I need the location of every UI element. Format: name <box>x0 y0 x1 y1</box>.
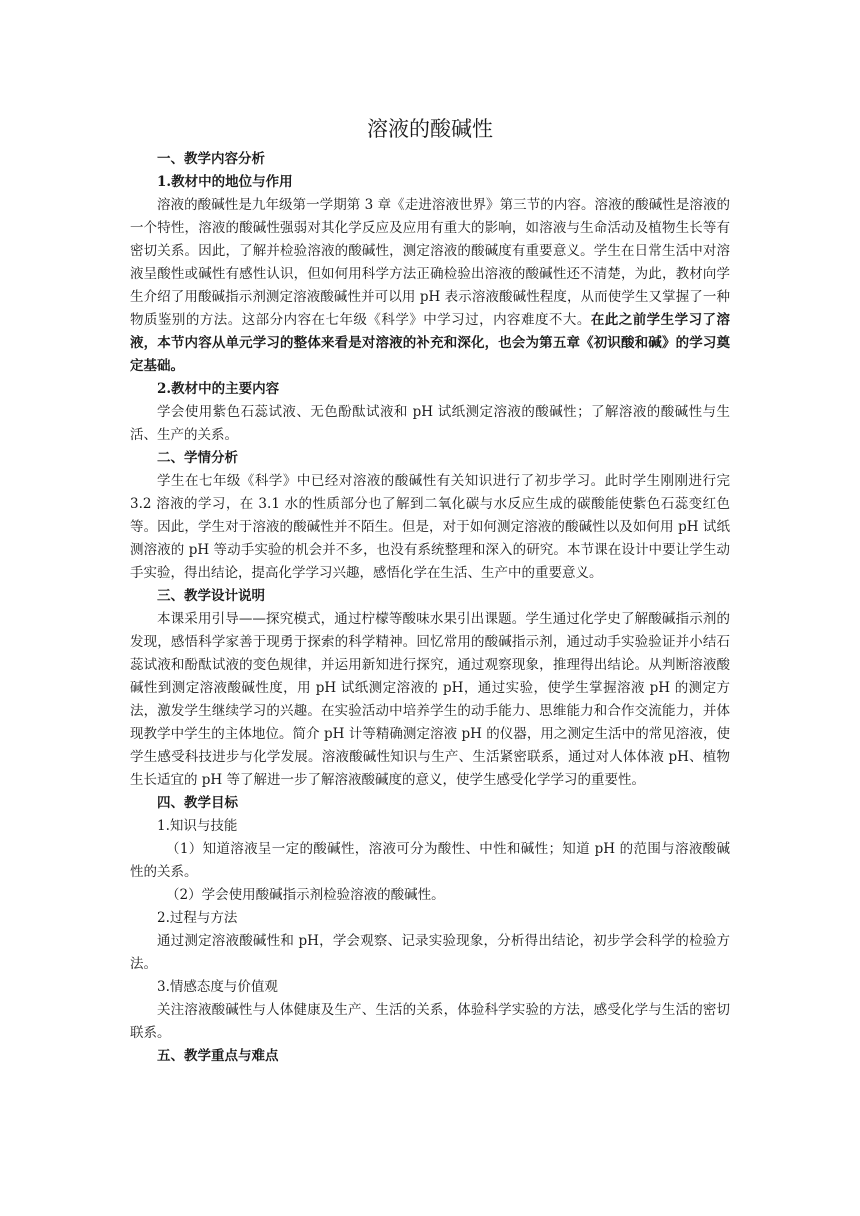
section-heading-design-notes: 三、教学设计说明 <box>157 588 265 604</box>
paragraph-main-content: 学会使用紫色石蕊试液、无色酚酞试液和 pH 试纸测定溶液的酸碱性；了解溶液的酸碱性与生活、生产的关系。 <box>130 404 730 443</box>
section-heading-content-analysis: 一、教学内容分析 <box>157 151 265 167</box>
paragraph-learner-analysis: 学生在七年级《科学》中已经对溶液的酸碱性有关知识进行了初步学习。此时学生刚刚进行完 3.2 溶液的学习，在 3.1 水的性质部分也了解到二氧化碳与水反应生成的碳酸能使紫色石蕊变红色等。因此，学生对于溶液的酸碱性并不陌生。但是，对于如何测定溶液的酸碱性以及如何用 pH 试纸测溶液的 pH 等动手实验的机会并不多，也没有系统整理和深入的研究。本节课在设计中要让学生动手实验，得出结论，提高化学学习兴趣，感悟化学在生活、生产中的重要意义。 <box>130 473 730 581</box>
document-title: 溶液的酸碱性 <box>367 117 493 141</box>
subheading-main-content: 2.教材中的主要内容 <box>157 381 280 397</box>
section-heading-objectives: 四、教学目标 <box>157 795 238 811</box>
subheading-attitude-values: 3.情感态度与价值观 <box>157 979 278 995</box>
subheading-textbook-position: 1.教材中的地位与作用 <box>157 174 293 190</box>
section-heading-learner-analysis: 二、学情分析 <box>157 450 238 466</box>
paragraph-textbook-position <box>130 194 730 378</box>
objective-item-1: （1）知道溶液呈一定的酸碱性，溶液可分为酸性、中性和碱性；知道 pH 的范围与溶液酸碱性的关系。 <box>130 841 730 880</box>
subheading-process-method: 2.过程与方法 <box>157 910 238 926</box>
objective-item-2: （2）学会使用酸碱指示剂检验溶液的酸碱性。 <box>166 887 445 903</box>
paragraph-text: 溶液的酸碱性是九年级第一学期第 3 章《走进溶液世界》第三节的内容。溶液的酸碱性是溶液的一个特性，溶液的酸碱性强弱对其化学反应及应用有重大的影响，如溶液与生命活动及植物生长等有密切关系。因此，了解并检验溶液的酸碱性，测定溶液的酸碱度有重要意义。学生在日常生活中对溶液呈酸性或碱性有感性认识，但如何用科学方法正确检验出溶液的酸碱性还不清楚，为此，教材向学生介绍了用酸碱指示剂测定溶液酸碱性并可以用 pH 表示溶液酸碱性程度，从而使学生又掌握了一种物质鉴别的方法。这部分内容在七年级《科学》中学习过，内容难度不大。 <box>130 197 730 328</box>
paragraph-attitude-values: 关注溶液酸碱性与人体健康及生产、生活的关系，体验科学实验的方法，感受化学与生活的密切联系。 <box>130 1002 730 1041</box>
paragraph-design-notes: 本课采用引导——探究模式，通过柠檬等酸味水果引出课题。学生通过化学史了解酸碱指示剂的发现，感悟科学家善于现勇于探索的科学精神。回忆常用的酸碱指示剂，通过动手实验验证并小结石蕊试液和酚酞试液的变色规律，并运用新知进行探究，通过观察现象，推理得出结论。从判断溶液酸碱性到测定溶液酸碱性度，用 pH 试纸测定溶液的 pH，通过实验，使学生掌握溶液 pH 的测定方法，激发学生继续学习的兴趣。在实验活动中培养学生的动手能力、思维能力和合作交流能力，并体现教学中学生的主体地位。简介 pH 计等精确测定溶液 pH 的仪器，用之测定生活中的常见溶液，使学生感受科技进步与化学发展。溶液酸碱性知识与生产、生活紧密联系，通过对人体体液 pH、植物生长适宜的 pH 等了解进一步了解溶液酸碱度的意义，使学生感受化学学习的重要性。 <box>130 611 730 788</box>
subheading-knowledge-skills: 1.知识与技能 <box>157 818 238 834</box>
paragraph-process-method: 通过测定溶液酸碱性和 pH，学会观察、记录实验现象，分析得出结论，初步学会科学的检验方法。 <box>130 933 730 972</box>
document-body <box>130 114 730 1068</box>
paragraph-bold-text: 在此之前学生学习了溶液，本节内容从单元学习的整体来看是对溶液的补充和深化，也会为第五章《初识酸和碱》的学习奠定基础。 <box>130 312 731 374</box>
section-heading-key-points: 五、教学重点与难点 <box>157 1048 279 1064</box>
